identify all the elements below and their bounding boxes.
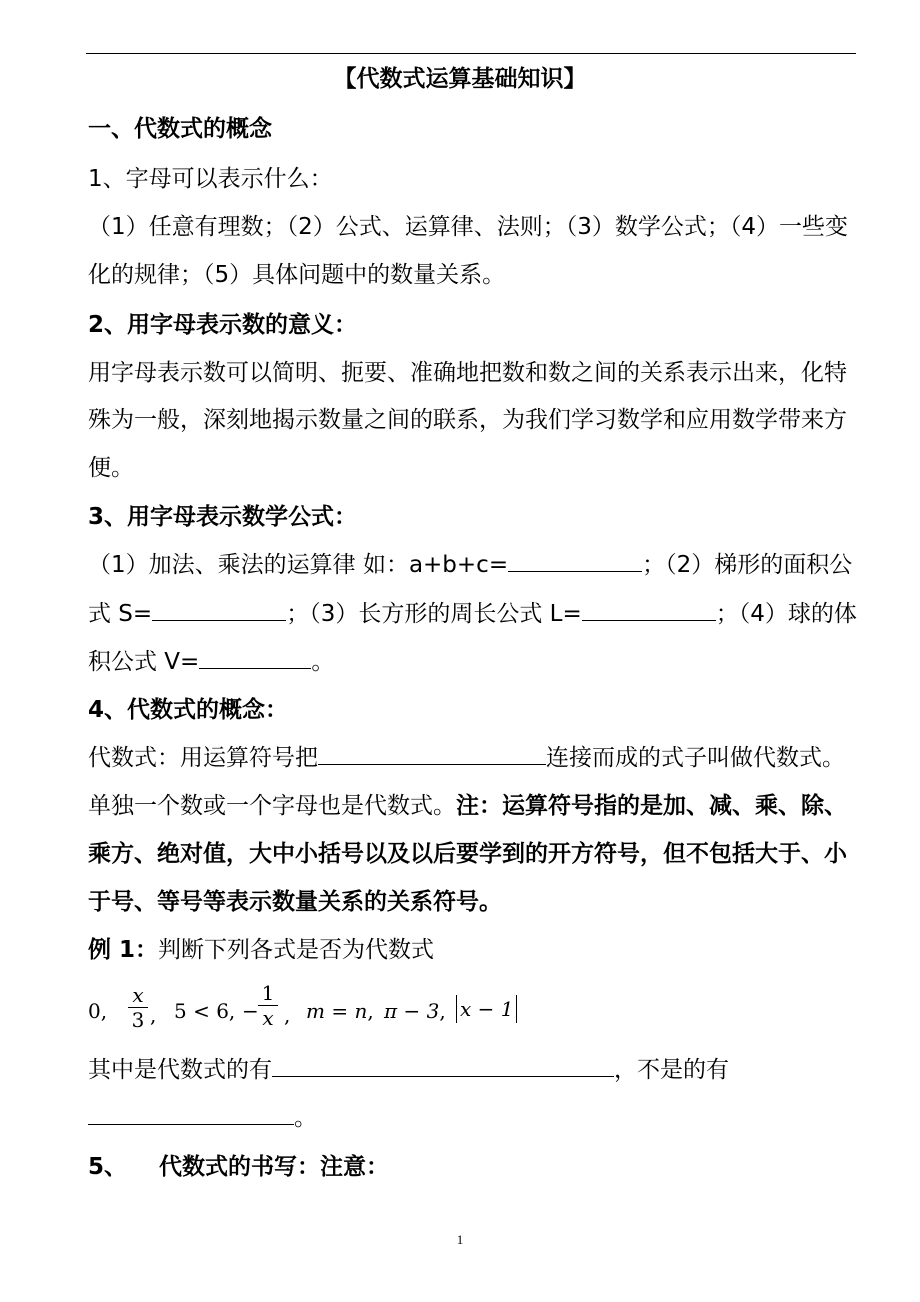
expr-absolute-value: x − 1 <box>456 995 517 1023</box>
paragraph-line <box>88 741 845 775</box>
answer-line <box>88 1053 729 1087</box>
text-segment: 。 <box>311 649 335 675</box>
text-segment: 连接而成的式子叫做代数式。 <box>546 745 845 771</box>
expr-pi-minus-3: π − 3, <box>384 999 446 1023</box>
fill-blank[interactable] <box>508 549 642 572</box>
text-segment: 式 S= <box>88 601 153 627</box>
fill-blank[interactable] <box>272 1054 614 1077</box>
expr-fraction-x-over-3: $\frac{x}{3}$ <box>128 983 148 1032</box>
answer-line <box>88 1101 317 1135</box>
fill-blank[interactable] <box>152 598 286 621</box>
text-segment: 其中是代数式的有 <box>88 1057 272 1083</box>
fill-blank[interactable] <box>88 1102 294 1125</box>
text-segment: 。 <box>294 1105 317 1131</box>
subsection-heading-4: 4、代数式的概念： <box>88 697 289 723</box>
expr-separator: , <box>284 1003 291 1027</box>
paragraph-line: 用字母表示数可以简明、扼要、准确地把数和数之间的关系表示出来，化特 <box>88 360 847 386</box>
expr-zero: 0, <box>88 999 108 1023</box>
subsection-heading-5: 5、 代数式的书写：注意： <box>88 1154 390 1180</box>
text-segment: ；（2）梯形的面积公 <box>642 552 853 578</box>
expr-inequality: 5 < 6, <box>174 999 236 1023</box>
text-segment: 单独一个数或一个字母也是代数式。 <box>88 793 456 819</box>
fill-blank[interactable] <box>318 742 546 765</box>
subsection-heading-2: 2、用字母表示数的意义： <box>88 312 358 338</box>
example-label: 例 1： <box>88 937 159 963</box>
subsection-heading-3: 3、用字母表示数学公式： <box>88 504 358 530</box>
note-line: 于号、等号等表示数量关系的关系符号。 <box>88 889 502 915</box>
paragraph-line <box>88 789 847 823</box>
page-number: 1 <box>456 1232 464 1247</box>
fill-blank[interactable] <box>199 646 311 669</box>
expr-separator: , <box>150 1003 157 1027</box>
example-1 <box>88 933 434 967</box>
text-segment: 积公式 V= <box>88 649 200 675</box>
expr-fraction-1-over-x: $\frac{1}{x}$ <box>258 981 278 1030</box>
note-text: 注：运算符号指的是加、减、乘、除、 <box>456 793 847 819</box>
paragraph-line: （1）任意有理数；（2）公式、运算律、法则；（3）数学公式；（4）一些变 <box>88 214 849 240</box>
expr-equation: m = n, <box>306 999 374 1023</box>
section-heading: 一、代数式的概念 <box>88 116 272 142</box>
paragraph-line: 化的规律；（5）具体问题中的数量关系。 <box>88 262 506 288</box>
fill-blank[interactable] <box>582 598 716 621</box>
text-segment: 代数式：用运算符号把 <box>88 745 318 771</box>
text-segment: （1）加法、乘法的运算律 如：a+b+c= <box>88 552 509 578</box>
text-segment: ，不是的有 <box>614 1057 729 1083</box>
expr-minus-sign: − <box>242 999 259 1023</box>
paragraph-line <box>88 548 852 582</box>
subsection-heading-1: 1、字母可以表示什么： <box>88 166 333 192</box>
note-line: 乘方、绝对值，大中小括号以及以后要学到的开方符号，但不包括大于、小 <box>88 841 847 867</box>
header-rule <box>86 53 856 54</box>
paragraph-line <box>88 597 857 631</box>
text-segment: ；（4）球的体 <box>715 601 857 627</box>
text-segment: ；（3）长方形的周长公式 L= <box>286 601 582 627</box>
paragraph-line <box>88 645 334 679</box>
paragraph-line: 殊为一般，深刻地揭示数量之间的联系，为我们学习数学和应用数学带来方 <box>88 407 847 433</box>
paragraph-line: 便。 <box>88 455 134 481</box>
example-text: 判断下列各式是否为代数式 <box>158 937 435 963</box>
document-title: 【代数式运算基础知识】 <box>333 66 587 92</box>
